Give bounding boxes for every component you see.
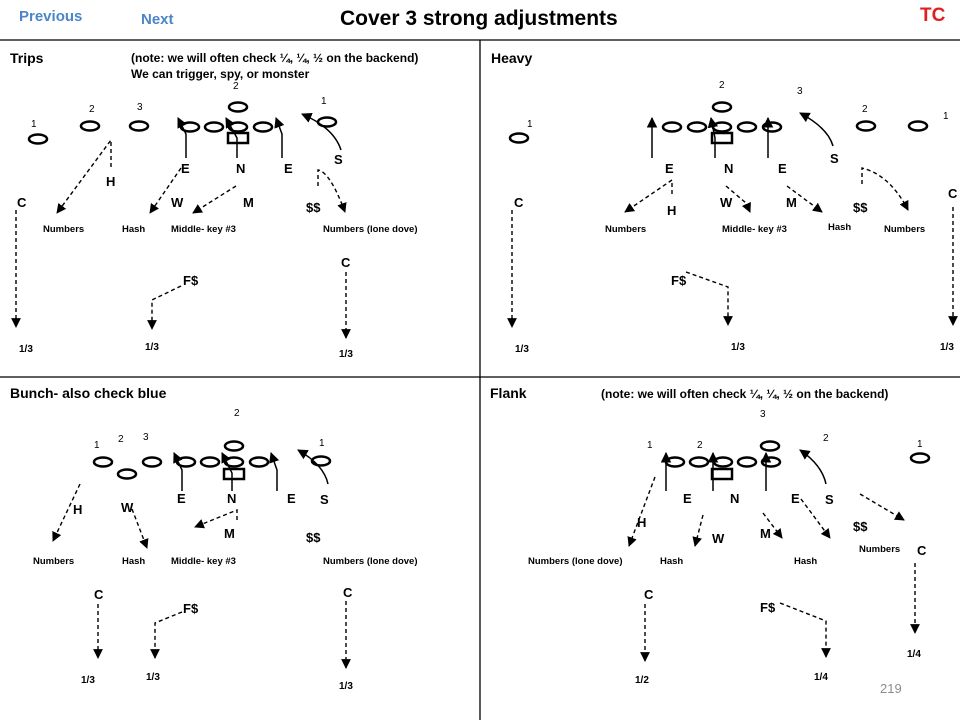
lineman	[714, 458, 732, 467]
defender-label: W	[712, 531, 725, 546]
defender-label: M	[786, 195, 797, 210]
rush-arrow	[298, 450, 328, 484]
trips-offensive-line	[181, 123, 272, 144]
center	[712, 469, 732, 479]
drop-route	[195, 510, 237, 527]
receiver	[81, 122, 99, 131]
defender-label: M	[224, 526, 235, 541]
defender-label: H	[106, 174, 116, 189]
deep-zone-label: 1/2	[635, 675, 649, 686]
receiver-number: 3	[137, 102, 143, 113]
defender-label: W	[720, 195, 733, 210]
deep-zone-label: 1/3	[940, 342, 954, 353]
receiver-number: 1	[917, 439, 923, 450]
lineman	[762, 458, 780, 467]
deep-route	[152, 286, 181, 329]
lineman	[738, 458, 756, 467]
flank-receivers	[761, 442, 929, 463]
slide-title: Cover 3 strong adjustments	[340, 7, 618, 30]
receiver	[225, 442, 243, 451]
receiver	[94, 458, 112, 467]
defender-label: N	[730, 491, 740, 506]
defender-label: E	[683, 491, 692, 506]
receiver-number: 1	[647, 440, 653, 451]
defender-label: F$	[760, 600, 776, 615]
drop-route	[132, 509, 147, 548]
deep-route	[686, 272, 728, 325]
deep-zone-label: 1/3	[515, 344, 529, 355]
lineman	[663, 123, 681, 132]
receiver-number: 1	[319, 438, 325, 449]
trips-note-2: We can trigger, spy, or monster	[131, 67, 310, 81]
defender-label: $$	[853, 200, 868, 215]
deep-zone-label: 1/4	[907, 649, 921, 660]
trips-title: Trips	[10, 50, 44, 66]
defender-label: C	[948, 186, 958, 201]
zone-label: Middle- key #3	[171, 556, 236, 567]
receiver	[130, 122, 148, 131]
lineman	[738, 123, 756, 132]
center	[228, 133, 248, 143]
defender-label: C	[341, 255, 351, 270]
defender-label: S	[825, 492, 834, 507]
defender-label: E	[177, 491, 186, 506]
drop-route	[862, 168, 908, 210]
drop-route	[860, 494, 904, 520]
heavy-title: Heavy	[491, 50, 533, 66]
defender-label: S	[320, 492, 329, 507]
drop-route	[193, 186, 236, 213]
defender-label: $$	[306, 530, 321, 545]
defender-label: M	[243, 195, 254, 210]
defender-label: C	[514, 195, 524, 210]
quadrant-trips	[10, 50, 418, 360]
deep-zone-label: 1/3	[731, 342, 745, 353]
receiver	[857, 122, 875, 131]
zone-label: Hash	[122, 224, 146, 235]
receiver	[911, 454, 929, 463]
defender-label: H	[637, 515, 647, 530]
defender-label: C	[644, 587, 654, 602]
receiver	[29, 135, 47, 144]
lineman	[688, 123, 706, 132]
bunch-offensive-line	[177, 458, 268, 480]
zone-label: Hash	[828, 222, 852, 233]
bunch-receivers	[94, 442, 330, 479]
center	[224, 469, 244, 479]
receiver-number: 2	[862, 104, 868, 115]
quadrant-grid	[0, 40, 960, 720]
rush-arrow	[276, 118, 282, 158]
defender-label: C	[94, 587, 104, 602]
receiver-number: 2	[118, 434, 124, 445]
trips-receivers	[29, 103, 336, 144]
receiver-number: 1	[943, 111, 949, 122]
zone-label: Numbers	[605, 224, 647, 235]
receiver-number: 2	[234, 408, 240, 419]
next-link[interactable]: Next	[141, 11, 174, 28]
quadrant-heavy	[491, 50, 958, 355]
receiver	[118, 470, 136, 479]
defender-label: E	[287, 491, 296, 506]
drop-route	[318, 170, 345, 212]
receiver-number: 1	[94, 440, 100, 451]
defender-label: S	[830, 151, 839, 166]
defender-label: F$	[183, 601, 199, 616]
zone-label: Middle- key #3	[171, 224, 236, 235]
lineman	[250, 458, 268, 467]
defender-label: $$	[853, 519, 868, 534]
deep-zone-label: 1/3	[339, 681, 353, 692]
receiver-number: 1	[527, 119, 533, 130]
defender-label: $$	[306, 200, 321, 215]
defender-label: N	[724, 161, 734, 176]
defender-label: C	[17, 195, 27, 210]
defender-label: F$	[183, 273, 199, 288]
deep-zone-label: 1/4	[814, 672, 828, 683]
defender-label: E	[665, 161, 674, 176]
heavy-offensive-line	[663, 123, 781, 144]
receiver	[510, 134, 528, 143]
deep-route	[780, 603, 826, 657]
defender-label: H	[667, 203, 677, 218]
deep-zone-label: 1/3	[146, 672, 160, 683]
receiver	[229, 103, 247, 112]
defender-label: F$	[671, 273, 687, 288]
defender-label: E	[181, 161, 190, 176]
bunch-title: Bunch- also check blue	[10, 385, 167, 401]
lineman	[763, 123, 781, 132]
zone-label: Numbers (lone dove)	[323, 224, 418, 235]
receiver	[909, 122, 927, 131]
lineman	[690, 458, 708, 467]
zone-label: Numbers	[859, 544, 901, 555]
receiver-number: 2	[719, 80, 725, 91]
rush-arrow	[800, 450, 826, 484]
zone-label: Numbers	[43, 224, 85, 235]
deep-zone-label: 1/3	[81, 675, 95, 686]
receiver-number: 3	[143, 432, 149, 443]
rush-arrow	[271, 453, 277, 491]
deep-route	[155, 612, 182, 658]
drop-route	[629, 477, 655, 546]
defender-label: M	[760, 526, 771, 541]
defender-label: C	[917, 543, 927, 558]
receiver-number: 2	[823, 433, 829, 444]
quadrant-flank	[490, 385, 929, 686]
receiver-number: 2	[697, 440, 703, 451]
lineman	[666, 458, 684, 467]
defender-label: E	[284, 161, 293, 176]
previous-link[interactable]: Previous	[19, 8, 83, 25]
drop-route	[695, 515, 703, 546]
deep-zone-label: 1/3	[19, 344, 33, 355]
defender-label: W	[171, 195, 184, 210]
defender-label: E	[791, 491, 800, 506]
zone-label: Hash	[794, 556, 818, 567]
lineman	[201, 458, 219, 467]
deep-zone-label: 1/3	[339, 349, 353, 360]
receiver-number: 2	[233, 81, 239, 92]
quadrant-bunch	[10, 385, 418, 692]
defender-label: S	[334, 152, 343, 167]
zone-label: Middle- key #3	[722, 224, 787, 235]
defender-label: C	[343, 585, 353, 600]
receiver	[761, 442, 779, 451]
zone-label: Numbers (lone dove)	[528, 556, 623, 567]
receiver-number: 1	[321, 96, 327, 107]
tc-link[interactable]: TC	[920, 5, 946, 26]
zone-label: Hash	[660, 556, 684, 567]
receiver	[312, 457, 330, 466]
zone-label: Numbers (lone dove)	[323, 556, 418, 567]
defender-label: E	[778, 161, 787, 176]
slide-number: 219	[880, 681, 902, 696]
defender-label: W	[121, 500, 134, 515]
zone-label: Numbers	[33, 556, 75, 567]
defender-label: N	[236, 161, 246, 176]
lineman	[254, 123, 272, 132]
rush-arrow	[800, 113, 833, 146]
lineman	[713, 123, 731, 132]
flank-offensive-line	[666, 458, 780, 480]
receiver-number: 1	[31, 119, 37, 130]
zone-label: Numbers	[884, 224, 926, 235]
flank-title: Flank	[490, 385, 527, 401]
receiver-number: 3	[797, 86, 803, 97]
defender-label: H	[73, 502, 83, 517]
drop-route	[57, 140, 111, 213]
deep-zone-label: 1/3	[145, 342, 159, 353]
receiver-number: 2	[89, 104, 95, 115]
trips-note-1: (note: we will often check ¼, ¼, ½ on the backend)	[131, 51, 419, 65]
flank-note: (note: we will often check ¼, ¼, ½ on the backend)	[601, 387, 889, 401]
defender-label: N	[227, 491, 237, 506]
receiver	[143, 458, 161, 467]
receiver-number: 3	[760, 409, 766, 420]
receiver	[713, 103, 731, 112]
lineman	[205, 123, 223, 132]
drop-route	[625, 180, 672, 212]
zone-label: Hash	[122, 556, 146, 567]
